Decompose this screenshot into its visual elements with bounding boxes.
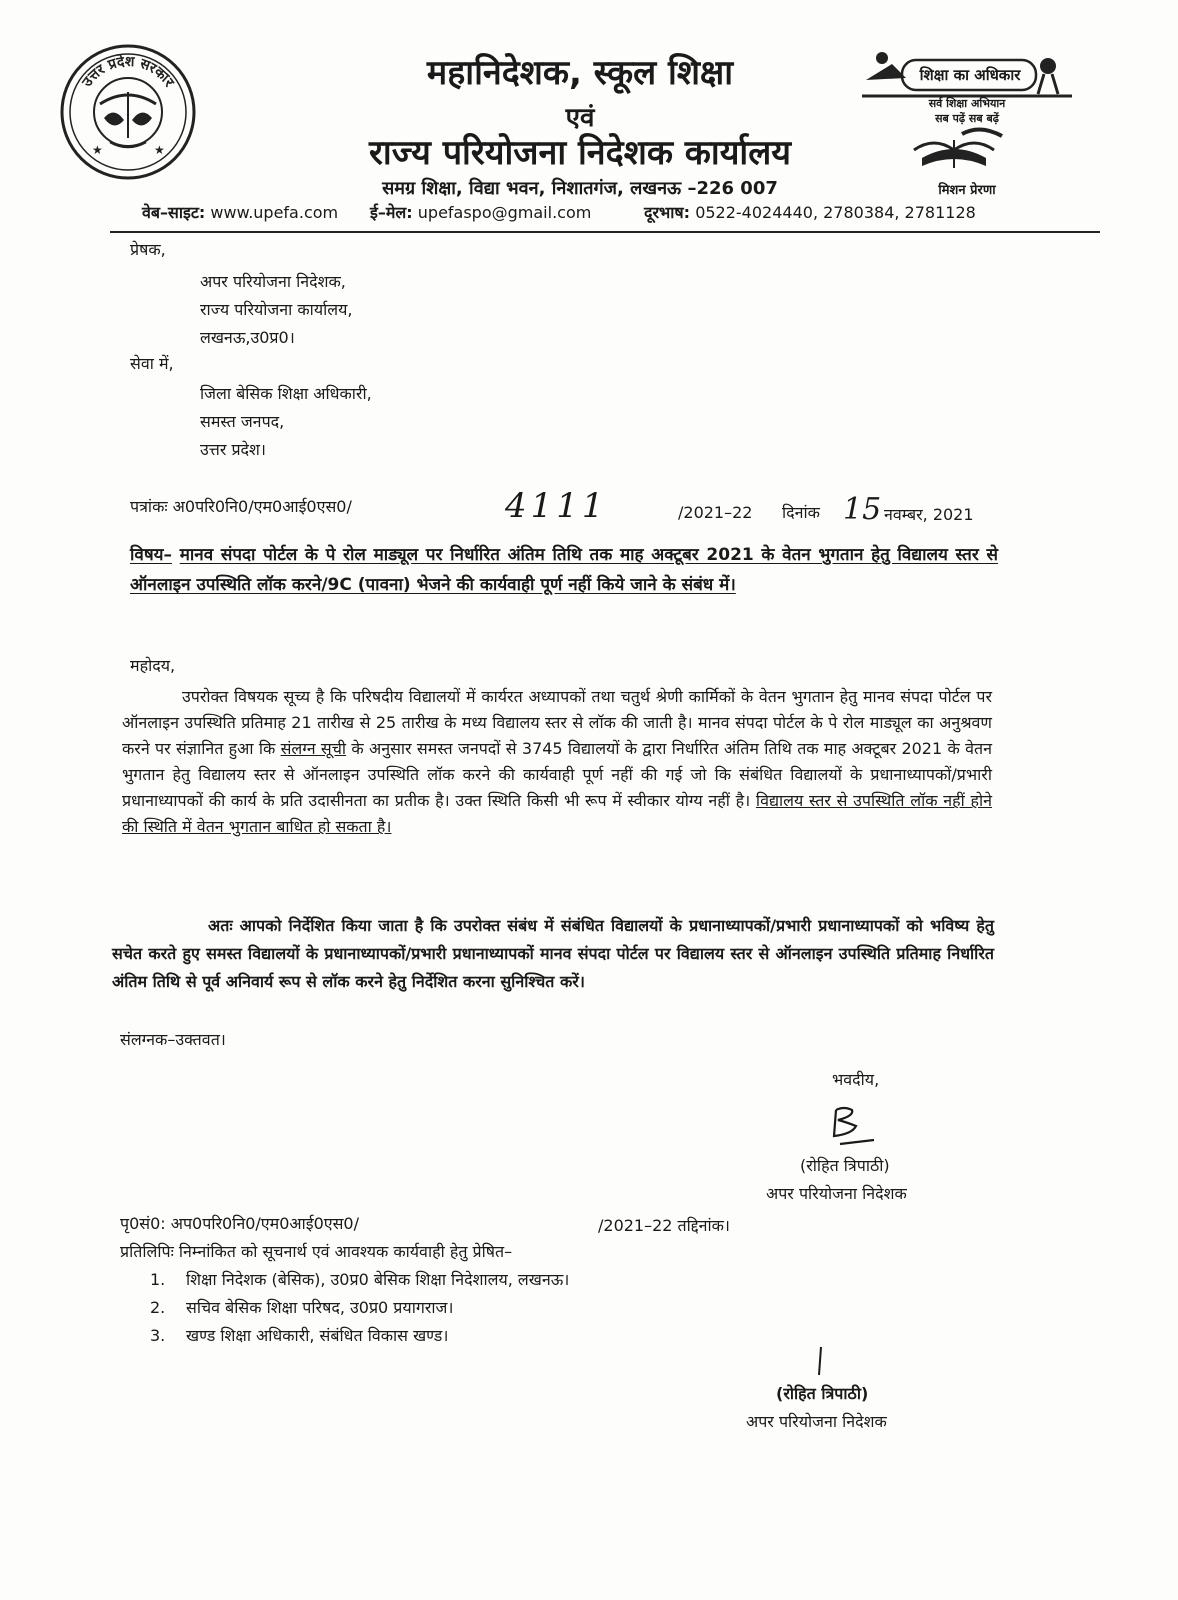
salutation: महोदय, bbox=[130, 656, 176, 675]
paragraph-2: अतः आपको निर्देशित किया जाता है कि उपरोक्त संबंध में संबंधित विद्यालयों के प्रधानाध्यापकों/प्रभारी प्रधानाध्यापकों को भविष्य हेतु सचेत करते हुए समस्त विद्यालयों के प्रधानाध्यापकों/प्रभारी प्रधानाध्यापकों मानव संपदा पोर्टल पर विद्यालय स्तर से ऑनलाइन उपस्थिति प्रतिमाह निर्धारित अंतिम तिथि से पूर्व अनिवार्य रूप से लॉक करने हेतु निर्देशित करना सुनिश्चित करें। bbox=[112, 916, 994, 991]
copy-signatory-designation: अपर परियोजना निदेशक bbox=[746, 1412, 887, 1431]
signatory-name: (रोहित त्रिपाठी) bbox=[800, 1156, 890, 1175]
sender-line: राज्य परियोजना कार्यालय, bbox=[200, 300, 353, 319]
letterhead-title-line2: राज्य परियोजना निदेशक कार्यालय bbox=[368, 133, 792, 173]
recipient-label: सेवा में, bbox=[130, 354, 174, 373]
phone-number: 0522-4024440, 2780384, 2781128 bbox=[695, 203, 976, 222]
list-item: 2. सचिव बेसिक शिक्षा परिषद, उ0प्र0 प्रयागराज। bbox=[150, 1298, 454, 1317]
signature-mark bbox=[822, 1104, 882, 1148]
rte-logo-text: शिक्षा का अधिकार bbox=[919, 66, 1021, 84]
svg-text:★: ★ bbox=[92, 143, 103, 157]
subject-label: विषय– bbox=[130, 545, 173, 565]
date-day-handwritten: 15 bbox=[843, 492, 882, 527]
sender-line: अपर परियोजना निदेशक, bbox=[200, 272, 346, 291]
recipient-line: उत्तर प्रदेश। bbox=[200, 440, 266, 459]
svg-text:उत्तर प्रदेश सरकार bbox=[79, 53, 178, 91]
right-logos bbox=[862, 44, 1072, 209]
recipient-line: जिला बेसिक शिक्षा अधिकारी, bbox=[200, 384, 372, 403]
ssa-logo-text: सर्व शिक्षा अभियान bbox=[928, 97, 1006, 110]
copy-ref-suffix: /2021–22 तद्दिनांक। bbox=[598, 1216, 730, 1235]
subject bbox=[130, 540, 998, 600]
letterhead-title-line1: महानिदेशक, स्कूल शिक्षा bbox=[426, 53, 734, 93]
seal-text: उत्तर प्रदेश सरकार bbox=[79, 53, 177, 90]
reference-year: /2021–22 bbox=[678, 503, 753, 522]
closing: भवदीय, bbox=[832, 1070, 880, 1089]
date-month-year: नवम्बर, 2021 bbox=[884, 505, 974, 524]
enclosed-list-reference: संलग्न सूची bbox=[280, 739, 347, 758]
copy-intro: प्रतिलिपिः निम्नांकित को सूचनार्थ एवं आवश्यक कार्यवाही हेतु प्रेषित– bbox=[120, 1242, 513, 1261]
signature-mark-2 bbox=[814, 1345, 826, 1377]
payment-warning: विद्यालय स्तर से उपस्थिति लॉक नहीं होने की स्थिति में वेतन भुगतान बाधित हो सकता है। bbox=[122, 791, 992, 836]
copy-ref-prefix: पृ0सं0: अप0परि0नि0/एम0आई0एस0/ bbox=[120, 1214, 359, 1233]
up-govt-seal bbox=[58, 42, 198, 182]
seal-emblem-icon bbox=[58, 42, 198, 182]
sender-line: लखनऊ,उ0प्र0। bbox=[200, 328, 295, 347]
letterhead-divider bbox=[110, 231, 1100, 233]
letterhead-evam: एवं bbox=[565, 103, 595, 133]
enclosure-note: संलग्नक–उक्तवत। bbox=[120, 1030, 226, 1049]
list-item: 1. शिक्षा निदेशक (बेसिक), उ0प्र0 बेसिक शिक्षा निदेशालय, लखनऊ। bbox=[150, 1270, 570, 1289]
signatory-designation: अपर परियोजना निदेशक bbox=[766, 1184, 907, 1203]
email-label: ई–मेल: bbox=[370, 203, 413, 222]
website-label: वेब–साइट: bbox=[142, 203, 206, 222]
recipient-line: समस्त जनपद, bbox=[200, 412, 285, 431]
mission-prerna-text: मिशन प्रेरणा bbox=[938, 183, 996, 198]
list-item: 3. खण्ड शिक्षा अधिकारी, संबंधित विकास खण्ड। bbox=[150, 1326, 449, 1345]
email-link[interactable]: upefaspo@gmail.com bbox=[417, 203, 592, 222]
paragraph-1-text-cont: के अनुसार समस्त जनपदों से 3745 विद्यालयों के द्वारा निर्धारित अंतिम तिथि तक माह अक्टूबर 2021 के वेतन भुगतान हेतु विद्यालय स्तर से ऑनलाइन उपस्थिति लॉक करने की कार्यवाही पूर्ण नहीं की गई जो कि संबंधित विद्यालयों के प्रधानाध्यापकों/प्रभारी प्रधानाध्यापकों की कार्य के प्रति उदासीनता का प्रतीक है। उक्त स्थिति किसी भी रूप में स्वीकार योग्य नहीं है। bbox=[122, 739, 992, 810]
phone-label: दूरभाष: bbox=[644, 203, 691, 222]
website-link[interactable]: www.upefa.com bbox=[210, 203, 339, 222]
ssa-tagline: सब पढ़ें सब बढ़ें bbox=[935, 112, 999, 125]
paragraph-1 bbox=[122, 684, 992, 840]
date-label: दिनांक bbox=[782, 503, 820, 522]
reference-prefix: पत्रांकः अ0परि0नि0/एम0आई0एस0/ bbox=[130, 497, 352, 516]
copy-signatory-name: (रोहित त्रिपाठी) bbox=[776, 1384, 869, 1403]
copy-list bbox=[150, 1266, 569, 1350]
reference-number-handwritten: 4111 bbox=[505, 486, 608, 526]
svg-text:★: ★ bbox=[154, 143, 165, 157]
paragraph-1-text: उपरोक्त विषयक सूच्य है कि परिषदीय विद्यालयों में कार्यरत अध्यापकों तथा चतुर्थ श्रेणी कार्मिकों के वेतन भुगतान हेतु मानव संपदा पोर्टल पर ऑनलाइन उपस्थिति प्रतिमाह 21 तारीख से 25 तारीख के मध्य विद्यालय स्तर से लॉक की जाती है। मानव संपदा पोर्टल के पे रोल माड्यूल का अनुश्रवण करने पर संज्ञानित हुआ कि bbox=[122, 687, 992, 758]
sender-label: प्रेषक, bbox=[130, 240, 166, 259]
letterhead-address: समग्र शिक्षा, विद्या भवन, निशातगंज, लखनऊ –226 007 bbox=[382, 178, 778, 199]
subject-text: मानव संपदा पोर्टल के पे रोल माड्यूल पर निर्धारित अंतिम तिथि तक माह अक्टूबर 2021 के वेतन भुगतान हेतु विद्यालय स्तर से ऑनलाइन उपस्थिति लॉक करने/9C (पावना) भेजने की कार्यवाही पूर्ण नहीं किये जाने के संबंध में। bbox=[130, 545, 998, 595]
